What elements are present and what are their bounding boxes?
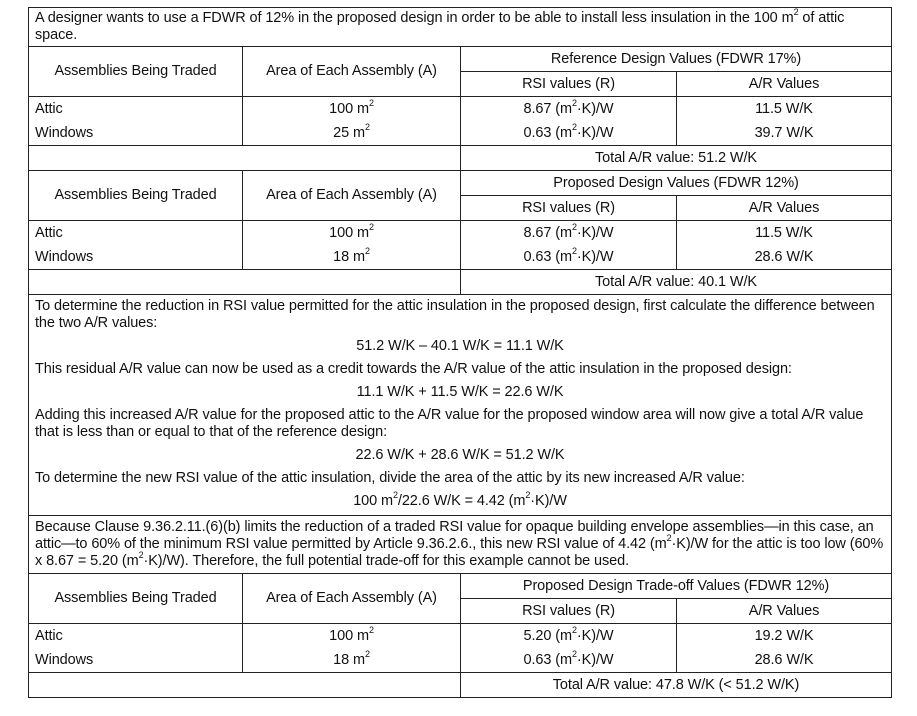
ref-windows-assembly: Windows [29, 121, 243, 146]
ref-windows-rsi: 0.63 $(m^2\cdot K)/W$ [461, 121, 677, 146]
header-assemblies: Assemblies Being Traded [29, 47, 243, 97]
explanation-step-1: To determine the reduction in RSI value permitted for the attic insulation in the proposed design, first calculate the difference between the two A/R values: [35, 298, 875, 331]
trade-attic-area: 100 $m^2$ [243, 624, 461, 649]
prop-attic-rsi: 8.67 $(m^2\cdot K)/W$ [461, 221, 677, 246]
ref-windows-ar: 39.7 W/K [677, 121, 892, 146]
prop-total-spacer [29, 270, 461, 295]
equation-1: 51.2 W/K – 40.1 W/K = 11.1 W/K [356, 338, 564, 354]
ref-total: Total A/R value: 51.2 W/K [461, 146, 892, 171]
explanation-step-4: To determine the new RSI value of the attic insulation, divide the area of the attic by its new increased A/R value: [35, 470, 745, 486]
ref-attic-area: 100 $m^2$ [243, 97, 461, 122]
prop-attic-ar: 11.5 W/K [677, 221, 892, 246]
prop-total: Total A/R value: 40.1 W/K [461, 270, 892, 295]
prop-windows-area: 18 $m^2$ [243, 245, 461, 270]
header-rsi-2: RSI values (R) [461, 196, 677, 221]
prop-attic-area: 100 $m^2$ [243, 221, 461, 246]
trade-windows-assembly: Windows [29, 648, 243, 673]
ref-attic-assembly: Attic [29, 97, 243, 122]
trade-windows-area: 18 $m^2$ [243, 648, 461, 673]
document [28, 7, 891, 698]
header-assemblies-3: Assemblies Being Traded [29, 574, 243, 624]
prop-attic-assembly: Attic [29, 221, 243, 246]
header-assemblies-2: Assemblies Being Traded [29, 171, 243, 221]
prop-windows-rsi: 0.63 $(m^2\cdot K)/W$ [461, 245, 677, 270]
trade-attic-ar: 19.2 W/K [677, 624, 892, 649]
header-ar: A/R Values [677, 72, 892, 97]
equation-2: 11.1 W/K + 11.5 W/K = 22.6 W/K [356, 384, 564, 400]
header-ar-3: A/R Values [677, 599, 892, 624]
explanation [29, 295, 892, 516]
prop-windows-ar: 28.6 W/K [677, 245, 892, 270]
trade-windows-ar: 28.6 W/K [677, 648, 892, 673]
equation-4: 100 $m^2/22.6$ W/K = 4.42 $(m^2\cdot K)/W$ [353, 490, 567, 509]
ref-attic-ar: 11.5 W/K [677, 97, 892, 122]
equation-3: 22.6 W/K + 28.6 W/K = 51.2 W/K [355, 447, 565, 463]
header-rsi-3: RSI values (R) [461, 599, 677, 624]
trade-attic-assembly: Attic [29, 624, 243, 649]
header-area: Area of Each Assembly (A) [243, 47, 461, 97]
explanation-step-3: Adding this increased A/R value for the proposed attic to the A/R value for the proposed window area will now give a total A/R value that is less than or equal to that of the reference design: [35, 407, 864, 440]
trade-attic-rsi: 5.20 $(m^2\cdot K)/W$ [461, 624, 677, 649]
explanation-step-2: This residual A/R value can now be used as a credit towards the A/R value of the attic insulation in the proposed design: [35, 361, 792, 377]
trade-total: Total A/R value: 47.8 W/K (< 51.2 W/K) [461, 673, 892, 698]
trade-windows-rsi: 0.63 $(m^2\cdot K)/W$ [461, 648, 677, 673]
tradeoff-table [28, 7, 892, 698]
group-header-tradeoff: Proposed Design Trade-off Values (FDWR 12%) [461, 574, 892, 599]
trade-total-spacer [29, 673, 461, 698]
ref-windows-area: 25 $m^2$ [243, 121, 461, 146]
header-rsi: RSI values (R) [461, 72, 677, 97]
header-area-2: Area of Each Assembly (A) [243, 171, 461, 221]
intro-text: A designer wants to use a FDWR of 12% in the proposed design in order to be able to install less insulation in the 100 $m^2$ of attic space. [29, 8, 892, 47]
ref-attic-rsi: 8.67 $(m^2\cdot K)/W$ [461, 97, 677, 122]
group-header-proposed: Proposed Design Values (FDWR 12%) [461, 171, 892, 196]
header-ar-2: A/R Values [677, 196, 892, 221]
prop-windows-assembly: Windows [29, 245, 243, 270]
header-area-3: Area of Each Assembly (A) [243, 574, 461, 624]
group-header-reference: Reference Design Values (FDWR 17%) [461, 47, 892, 72]
limitation-text: Because Clause 9.36.2.11.(6)(b) limits the reduction of a traded RSI value for opaque building envelope assemblies—in this case, an attic—to 60% of the minimum RSI value permitted by Article 9.36.2.6., this new RSI value of 4.42 $(m^2\cdot K)/W$ for the attic is too low (60% x 8.67 = 5.20 $(m^2\cdot K)/W$). Therefore, the full potential trade-off for this example cannot be used. [29, 516, 892, 574]
ref-total-spacer [29, 146, 461, 171]
